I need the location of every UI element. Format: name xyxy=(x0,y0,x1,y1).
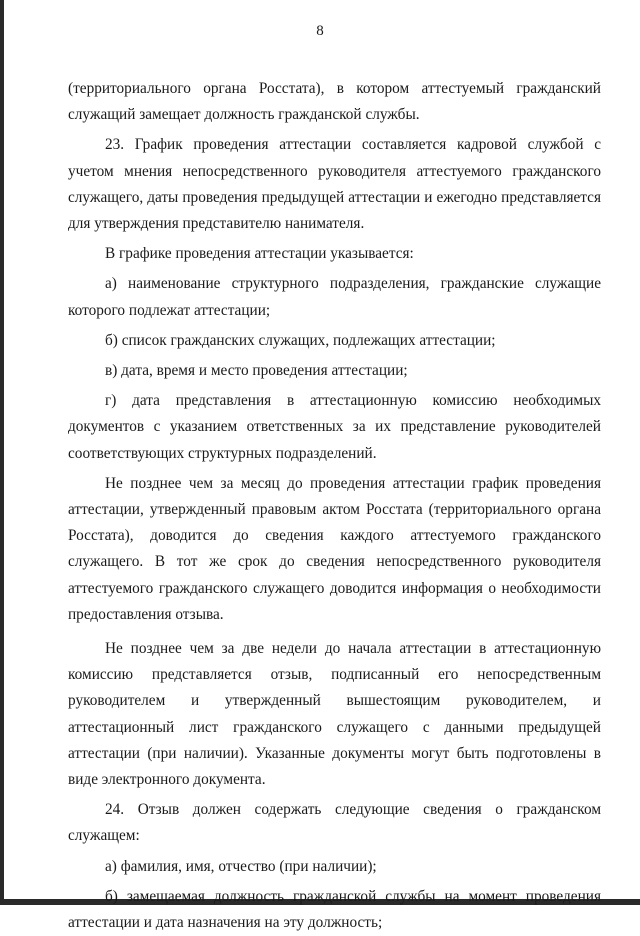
paragraph-continuation: (территориального органа Росстата), в котором аттестуемый гражданский служащий замещает должность гражданской службы. xyxy=(68,80,601,124)
document-body xyxy=(68,76,601,936)
list-item-g: г) дата представления в аттестационную комиссию необходимых документов с указанием ответственных за их представление руководителей соответствующих структурных подразделений. xyxy=(68,392,601,462)
paragraph-month-notice: Не позднее чем за месяц до проведения аттестации график проведения аттестации, утвержденный правовым актом Росстата (территориального органа Росстата), доводится до сведения каждого аттестуемого гражданского служащего. В тот же срок до сведения непосредственного руководителя аттестуемого гражданского служащего доводится информация о необходимости предоставления отзыва. xyxy=(68,474,601,623)
paragraph-two-weeks: Не позднее чем за две недели до начала аттестации в аттестационную комиссию представляется отзыв, подписанный его непосредственным руководителем и утвержденный вышестоящим руководителем, и аттестационный лист гражданского служащего с данными предыдущей аттестации (при наличии). Указанные документы могут быть подготовлены в виде электронного документа. xyxy=(68,640,601,789)
page-number: 8 xyxy=(316,23,324,39)
list-item-a: а) наименование структурного подразделения, гражданские служащие которого подлежат аттестации; xyxy=(68,275,601,319)
review-item-b: б) замещаемая должность гражданской службы на момент проведения аттестации и дата назначения на эту должность; xyxy=(68,887,601,932)
scan-edge-left xyxy=(0,0,4,905)
list-item-v: в) дата, время и место проведения аттестации; xyxy=(105,362,408,380)
list-item-b: б) список гражданских служащих, подлежащих аттестации; xyxy=(105,331,496,349)
paragraph-item-23: 23. График проведения аттестации составляется кадровой службой с учетом мнения непосредственного руководителя аттестуемого гражданского служащего, даты проведения предыдущей аттестации и ежегодно представляется для утверждения представителю нанимателя. xyxy=(68,136,601,233)
paragraph-schedule-intro: В графике проведения аттестации указывается: xyxy=(105,245,414,263)
paragraph-item-24: 24. Отзыв должен содержать следующие сведения о гражданском служащем: xyxy=(68,801,601,845)
review-item-a: а) фамилия, имя, отчество (при наличии); xyxy=(105,857,377,875)
